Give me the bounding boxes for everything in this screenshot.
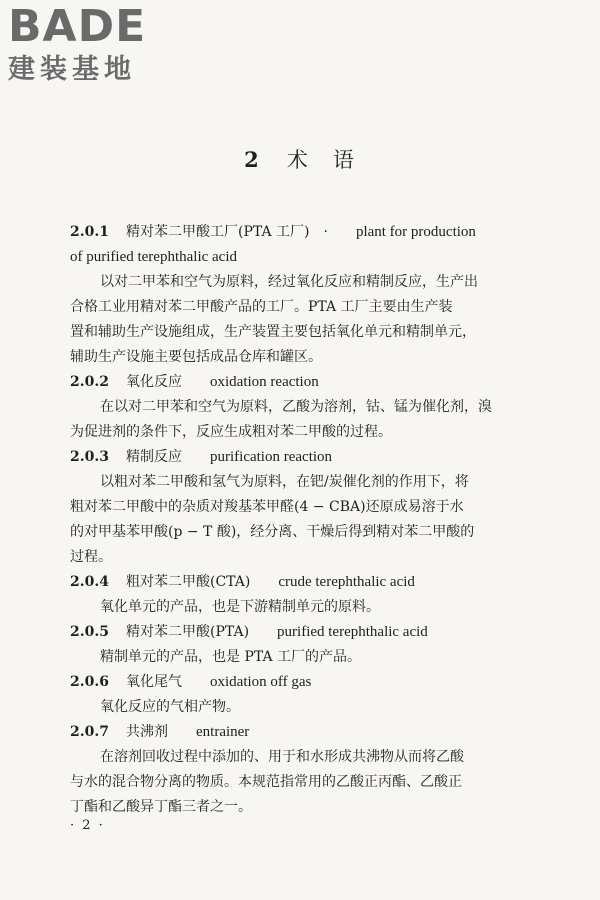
term-heading <box>70 670 540 695</box>
chapter-number: 2 <box>244 147 261 172</box>
term-english: plant for production <box>355 224 476 240</box>
term-english: oxidation off gas <box>210 674 312 690</box>
term-chinese: 氧化反应 <box>126 374 182 390</box>
definition-line: 以粗对苯二甲酸和氢气为原料，在钯/炭催化剂的作用下，将 <box>100 474 469 490</box>
term-english: oxidation reaction <box>210 374 319 390</box>
definition-line: 氧化反应的气相产物。 <box>100 699 240 715</box>
term-chinese: 粗对苯二甲酸(CTA) <box>126 574 251 590</box>
definition-line: 与水的混合物分离的物质。本规范指常用的乙酸正丙酯、乙酸正 <box>70 774 462 790</box>
definition-line: 氧化单元的产品，也是下游精制单元的原料。 <box>100 599 380 615</box>
term-chinese: 氧化尾气 <box>126 674 182 690</box>
term-chinese: 共沸剂 <box>126 724 168 740</box>
definition-line: 在溶剂回收过程中添加的、用于和水形成共沸物从而将乙酸 <box>100 749 464 765</box>
term-heading <box>70 445 540 470</box>
page-number: · 2 · <box>70 818 105 833</box>
term-entry-2-0-1 <box>70 220 540 370</box>
definition-line: 在以对二甲苯和空气为原料，乙酸为溶剂，钴、锰为催化剂，溴 <box>100 399 492 415</box>
definition-line: 的对甲基苯甲酸(p − T 酸)，经分离、干燥后得到精对苯二甲酸的 <box>70 524 475 540</box>
term-entry-2-0-2 <box>70 370 540 445</box>
term-number: 2.0.3 <box>70 449 109 465</box>
term-english: entrainer <box>196 724 250 740</box>
definition-line: 辅助生产设施主要包括成品仓库和罐区。 <box>70 349 322 365</box>
term-heading <box>70 620 540 645</box>
definition-line: 精制单元的产品，也是 PTA 工厂的产品。 <box>100 649 362 665</box>
term-number: 2.0.2 <box>70 374 109 390</box>
term-number: 2.0.5 <box>70 624 109 640</box>
term-heading <box>70 720 540 745</box>
term-entry-2-0-6 <box>70 670 540 720</box>
definition-line: 丁酯和乙酸异丁酯三者之一。 <box>70 799 252 815</box>
term-english: crude terephthalic acid <box>278 574 415 590</box>
term-english-continued: of purified terephthalic acid <box>70 249 238 265</box>
term-entry-2-0-3 <box>70 445 540 570</box>
definition-line: 置和辅助生产设施组成，生产装置主要包括氧化单元和精制单元， <box>70 324 476 340</box>
chapter-title-text: 术 语 <box>286 148 356 172</box>
term-chinese: 精制反应 <box>126 449 182 465</box>
term-chinese: 精对苯二甲酸工厂(PTA 工厂) · <box>126 224 328 240</box>
logo-wordmark: BADE <box>8 1 147 52</box>
term-number: 2.0.7 <box>70 724 109 740</box>
term-entry-2-0-7 <box>70 720 540 820</box>
chapter-title <box>0 144 600 174</box>
bade-logo <box>8 1 178 88</box>
definition-line: 以对二甲苯和空气为原料，经过氧化反应和精制反应，生产出 <box>100 274 478 290</box>
term-heading <box>70 570 540 595</box>
term-heading <box>70 220 540 245</box>
term-chinese: 精对苯二甲酸(PTA) <box>126 624 250 640</box>
definition-line: 过程。 <box>70 549 112 565</box>
term-entry-2-0-4 <box>70 570 540 620</box>
definition-line: 合格工业用精对苯二甲酸产品的工厂。PTA 工厂主要由生产装 <box>70 299 453 315</box>
term-english: purified terephthalic acid <box>277 624 428 640</box>
logo-subtitle: 建装基地 <box>8 54 136 85</box>
term-english: purification reaction <box>210 449 333 465</box>
definition-line: 为促进剂的条件下，反应生成粗对苯二甲酸的过程。 <box>70 424 392 440</box>
definition-line: 粗对苯二甲酸中的杂质对羧基苯甲醛(4 − CBA)还原成易溶于水 <box>70 499 464 515</box>
term-number: 2.0.4 <box>70 574 109 590</box>
term-heading <box>70 370 540 395</box>
terms-content <box>70 220 540 820</box>
term-entry-2-0-5 <box>70 620 540 670</box>
term-number: 2.0.6 <box>70 674 109 690</box>
term-number: 2.0.1 <box>70 224 109 240</box>
